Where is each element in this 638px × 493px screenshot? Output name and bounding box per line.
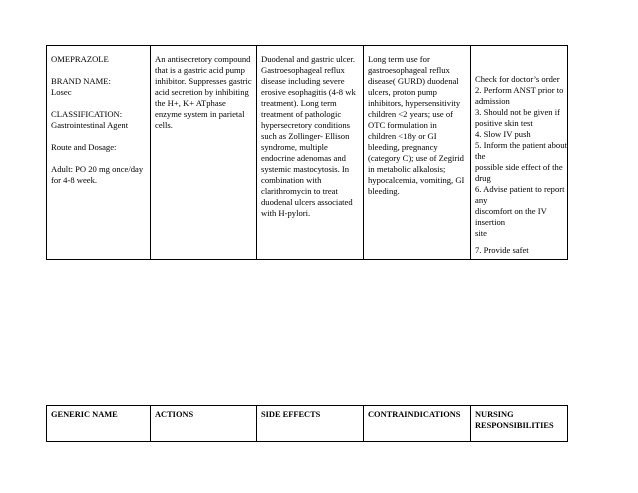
header-table [46,405,568,442]
header-nursing-responsibilities: NURSING RESPONSIBILITIES [471,406,568,442]
nursing-item: site [475,228,487,238]
nursing-cell [471,46,568,260]
header-actions: ACTIONS [151,406,257,442]
header-generic-name: GENERIC NAME [47,406,151,442]
classification-label: CLASSIFICATION: [51,109,123,119]
generic-name-cell [47,46,151,260]
nursing-item: 6. Advise patient to report [475,184,565,194]
nursing-item: discomfort on the IV [475,206,547,216]
classification: Gastrointestinal Agent [51,120,129,130]
nursing-item: positive skin test [475,118,533,128]
nursing-item: 4. Slow IV push [475,129,531,139]
contraindications-cell: Long term use for gastroesophageal reflux disease( GURD) duodenal ulcers, proton pump inhibitors, hypersensitivity children <2 years; use of OTC formulation in children <18y or GI bleeding, pregnancy (category C); use of Zegirid in metabolic alkalosis; hypocalcemia, vomiting, GI bleeding. [364,46,471,260]
actions-cell: An antisecretory compound that is a gastric acid pump inhibitor. Suppresses gastric acid secretion by inhibiting the H+, K+ ATphase enzyme system in parietal cells. [151,46,257,260]
nursing-item: admission [475,96,510,106]
nursing-item: 7. Provide safet [475,245,529,255]
dosage: Adult: PO 20 mg once/day for 4-8 week. [51,164,144,185]
nursing-item: 5. Inform the patient about [475,140,567,150]
nursing-item: any [475,195,488,205]
generic-name: OMEPRAZOLE [51,54,109,64]
route-label: Route and Dosage: [51,142,117,152]
header-row [47,406,568,442]
header-contraindications: CONTRAINDICATIONS [364,406,471,442]
header-side-effects: SIDE EFFECTS [257,406,364,442]
nursing-item: insertion [475,217,506,227]
side-effects-cell: Duodenal and gastric ulcer. Gastroesophageal reflux disease including severe erosive esophagitis (4-8 wk treatment). Long term treatment of pathologic hypersecretory conditions such as Zollinger- Ellison syndrome, multiple endocrine adenomas and systemic mastocytosis. In combination with clarithromycin to treat duodenal ulcers associated with H-pylori. [257,46,364,260]
nursing-item: drug [475,173,491,183]
nursing-item: 3. Should not be given if [475,107,560,117]
brand-name: Losec [51,87,72,97]
nursing-item: Check for doctor’s order [475,74,560,84]
nursing-item: possible side effect of the [475,162,563,172]
brand-label: BRAND NAME: [51,76,111,86]
nursing-item: the [475,151,486,161]
nursing-item: 2. Perform ANST prior to [475,85,564,95]
drug-table [46,45,568,260]
drug-row [47,46,568,260]
